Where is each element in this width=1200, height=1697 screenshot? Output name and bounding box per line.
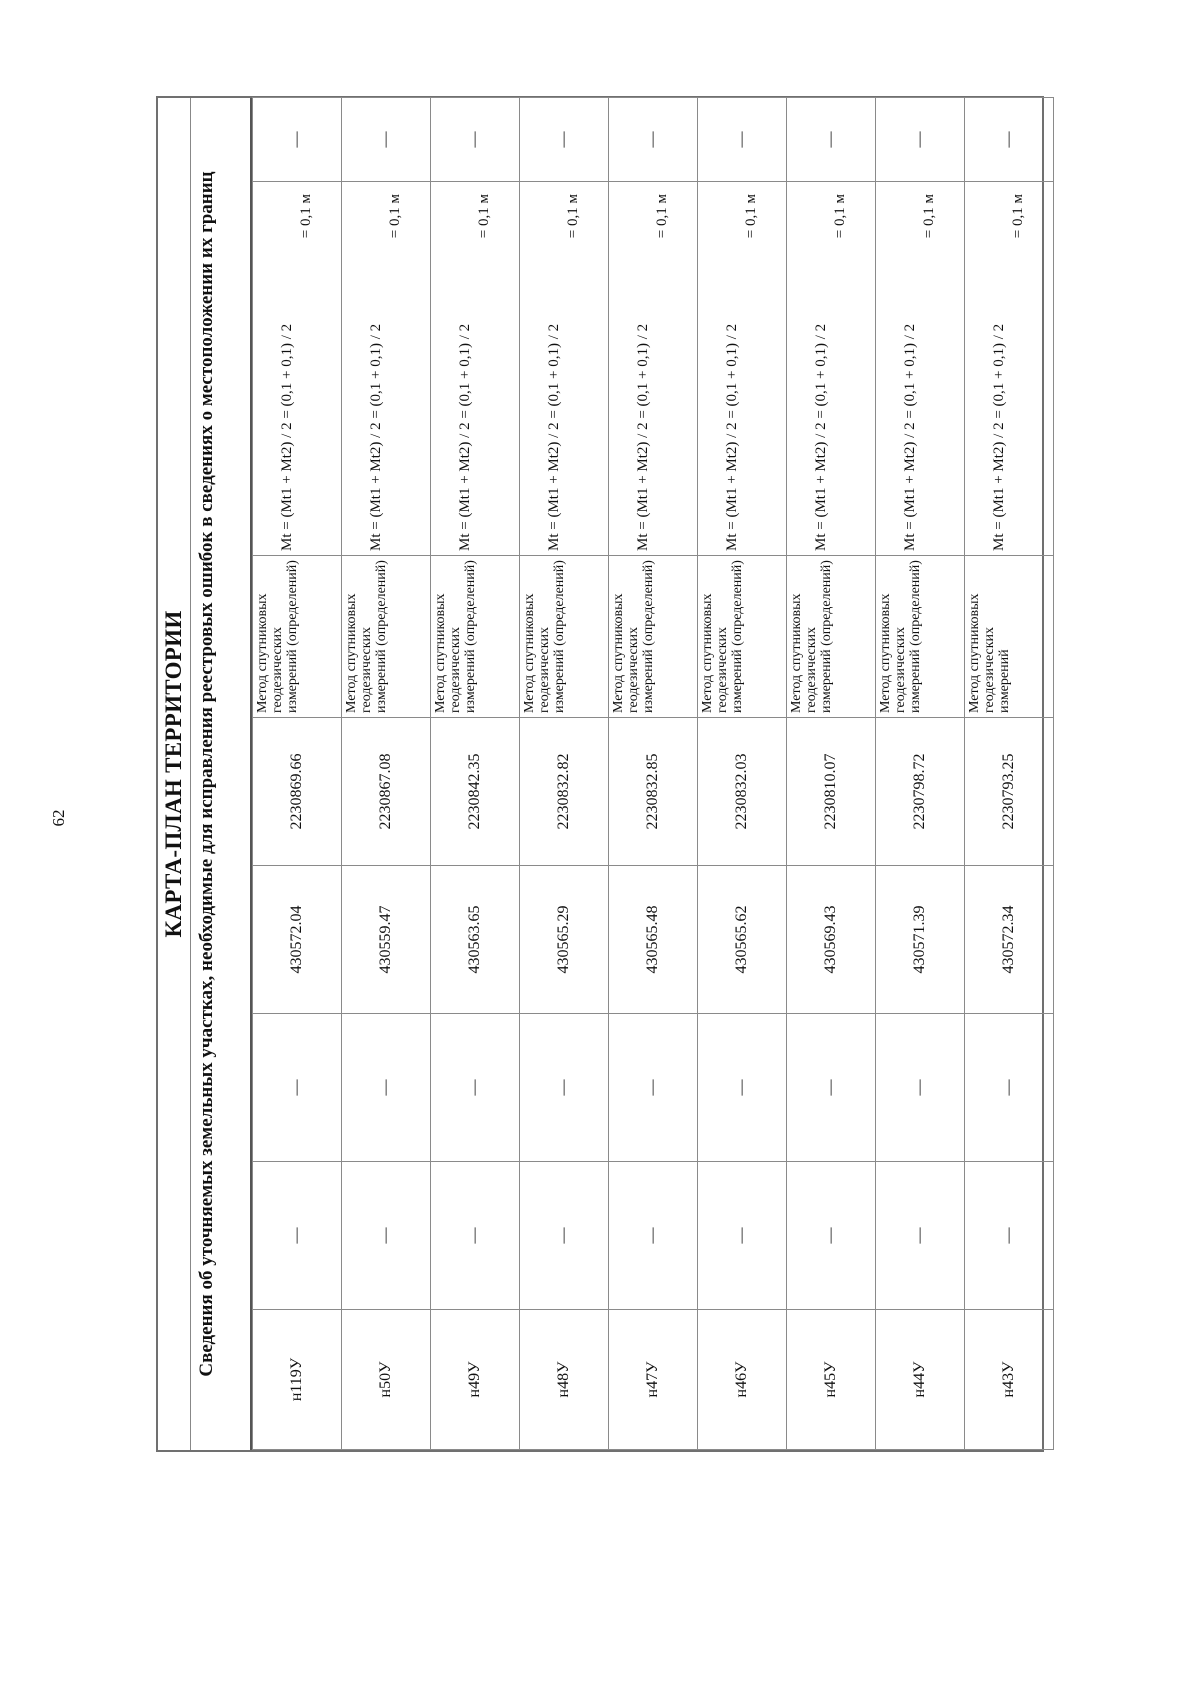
- point-name-cell: н49У: [431, 1310, 520, 1450]
- accuracy-formula-cell: [787, 182, 876, 556]
- method-cell: Метод спутниковых геодезических измерений (определений): [520, 556, 609, 718]
- point-name-cell: н45У: [787, 1310, 876, 1450]
- page-number: 62: [49, 809, 68, 827]
- formula-text: Mt = (Mt1 + Mt2) / 2 = (0,1 + 0,1) / 2: [813, 323, 829, 551]
- new-x-cell: 430571.39: [876, 866, 965, 1014]
- method-cell: Метод спутниковых геодезических измерений (определений): [787, 556, 876, 718]
- table-row: [253, 98, 342, 1450]
- new-x-cell: 430559.47: [342, 866, 431, 1014]
- note-cell: —: [431, 98, 520, 182]
- new-x-cell: 430565.48: [609, 866, 698, 1014]
- formula-result: = 0,1 м: [298, 194, 314, 239]
- new-y-cell: 2230793.25: [965, 718, 1054, 866]
- table-row: [431, 98, 520, 1450]
- formula-text: Mt = (Mt1 + Mt2) / 2 = (0,1 + 0,1) / 2: [724, 323, 740, 551]
- point-name-cell: н47У: [609, 1310, 698, 1450]
- existing-x-cell: —: [431, 1162, 520, 1310]
- method-cell: Метод спутниковых геодезических измерений (определений): [253, 556, 342, 718]
- note-cell: —: [253, 98, 342, 182]
- point-name-cell: н46У: [698, 1310, 787, 1450]
- note-cell: —: [876, 98, 965, 182]
- point-name-cell: н43У: [965, 1310, 1054, 1450]
- new-x-cell: 430565.62: [698, 866, 787, 1014]
- accuracy-formula-cell: [698, 182, 787, 556]
- note-cell: —: [342, 98, 431, 182]
- note-cell: —: [609, 98, 698, 182]
- table-row: [876, 98, 965, 1450]
- accuracy-formula-cell: [520, 182, 609, 556]
- formula-text: Mt = (Mt1 + Mt2) / 2 = (0,1 + 0,1) / 2: [279, 323, 295, 551]
- new-y-cell: 2230832.82: [520, 718, 609, 866]
- new-x-cell: 430572.34: [965, 866, 1054, 1014]
- existing-x-cell: —: [876, 1162, 965, 1310]
- table-row: [609, 98, 698, 1450]
- accuracy-formula-cell: [876, 182, 965, 556]
- existing-y-cell: —: [876, 1014, 965, 1162]
- note-cell: —: [965, 98, 1054, 182]
- formula-result: = 0,1 м: [476, 194, 492, 239]
- method-cell: Метод спутниковых геодезических измерений (определений): [876, 556, 965, 718]
- new-x-cell: 430563.65: [431, 866, 520, 1014]
- table-body: [253, 98, 1054, 1450]
- existing-x-cell: —: [520, 1162, 609, 1310]
- new-y-cell: 2230842.35: [431, 718, 520, 866]
- method-cell: Метод спутниковых геодезических измерений (определений): [431, 556, 520, 718]
- new-y-cell: 2230810.07: [787, 718, 876, 866]
- document-subtitle: Сведения об уточняемых земельных участках, необходимые для исправления реестровых ошибок в сведениях о местоположении их границ: [196, 171, 217, 1377]
- new-x-cell: 430565.29: [520, 866, 609, 1014]
- formula-text: Mt = (Mt1 + Mt2) / 2 = (0,1 + 0,1) / 2: [991, 323, 1007, 551]
- method-cell: Метод спутниковых геодезических измерений: [965, 556, 1054, 718]
- accuracy-formula-cell: [431, 182, 520, 556]
- method-cell: Метод спутниковых геодезических измерений (определений): [342, 556, 431, 718]
- table-row: [520, 98, 609, 1450]
- existing-y-cell: —: [698, 1014, 787, 1162]
- table-row: [698, 98, 787, 1450]
- formula-text: Mt = (Mt1 + Mt2) / 2 = (0,1 + 0,1) / 2: [546, 323, 562, 551]
- formula-result: = 0,1 м: [565, 194, 581, 239]
- existing-y-cell: —: [431, 1014, 520, 1162]
- formula-text: Mt = (Mt1 + Mt2) / 2 = (0,1 + 0,1) / 2: [635, 323, 651, 551]
- point-name-cell: н119У: [253, 1310, 342, 1450]
- point-name-cell: н50У: [342, 1310, 431, 1450]
- rotated-content: [158, 98, 1042, 1450]
- new-y-cell: 2230832.85: [609, 718, 698, 866]
- existing-y-cell: —: [253, 1014, 342, 1162]
- new-x-cell: 430569.43: [787, 866, 876, 1014]
- coordinates-table: [252, 97, 1054, 1450]
- note-cell: —: [787, 98, 876, 182]
- existing-y-cell: —: [965, 1014, 1054, 1162]
- existing-x-cell: —: [787, 1162, 876, 1310]
- accuracy-formula-cell: [342, 182, 431, 556]
- existing-y-cell: —: [520, 1014, 609, 1162]
- formula-result: = 0,1 м: [743, 194, 759, 239]
- new-y-cell: 2230798.72: [876, 718, 965, 866]
- new-y-cell: 2230832.03: [698, 718, 787, 866]
- existing-x-cell: —: [609, 1162, 698, 1310]
- method-cell: Метод спутниковых геодезических измерений (определений): [609, 556, 698, 718]
- existing-x-cell: —: [342, 1162, 431, 1310]
- point-name-cell: н44У: [876, 1310, 965, 1450]
- new-y-cell: 2230869.66: [253, 718, 342, 866]
- point-name-cell: н48У: [520, 1310, 609, 1450]
- new-y-cell: 2230867.08: [342, 718, 431, 866]
- accuracy-formula-cell: [965, 182, 1054, 556]
- formula-text: Mt = (Mt1 + Mt2) / 2 = (0,1 + 0,1) / 2: [457, 323, 473, 551]
- note-cell: —: [520, 98, 609, 182]
- formula-text: Mt = (Mt1 + Mt2) / 2 = (0,1 + 0,1) / 2: [902, 323, 918, 551]
- table-row: [965, 98, 1054, 1450]
- formula-result: = 0,1 м: [387, 194, 403, 239]
- table-row: [787, 98, 876, 1450]
- formula-text: Mt = (Mt1 + Mt2) / 2 = (0,1 + 0,1) / 2: [368, 323, 384, 551]
- existing-x-cell: —: [253, 1162, 342, 1310]
- existing-x-cell: —: [698, 1162, 787, 1310]
- formula-result: = 0,1 м: [921, 194, 937, 239]
- accuracy-formula-cell: [253, 182, 342, 556]
- header-band: [158, 98, 252, 1450]
- formula-result: = 0,1 м: [1010, 194, 1026, 239]
- formula-result: = 0,1 м: [832, 194, 848, 239]
- table-row: [342, 98, 431, 1450]
- accuracy-formula-cell: [609, 182, 698, 556]
- existing-y-cell: —: [609, 1014, 698, 1162]
- formula-result: = 0,1 м: [654, 194, 670, 239]
- existing-y-cell: —: [342, 1014, 431, 1162]
- new-x-cell: 430572.04: [253, 866, 342, 1014]
- note-cell: —: [698, 98, 787, 182]
- document-title: КАРТА-ПЛАН ТЕРРИТОРИИ: [158, 98, 191, 1450]
- document-sheet: [156, 96, 1044, 1452]
- existing-y-cell: —: [787, 1014, 876, 1162]
- existing-x-cell: —: [965, 1162, 1054, 1310]
- method-cell: Метод спутниковых геодезических измерений (определений): [698, 556, 787, 718]
